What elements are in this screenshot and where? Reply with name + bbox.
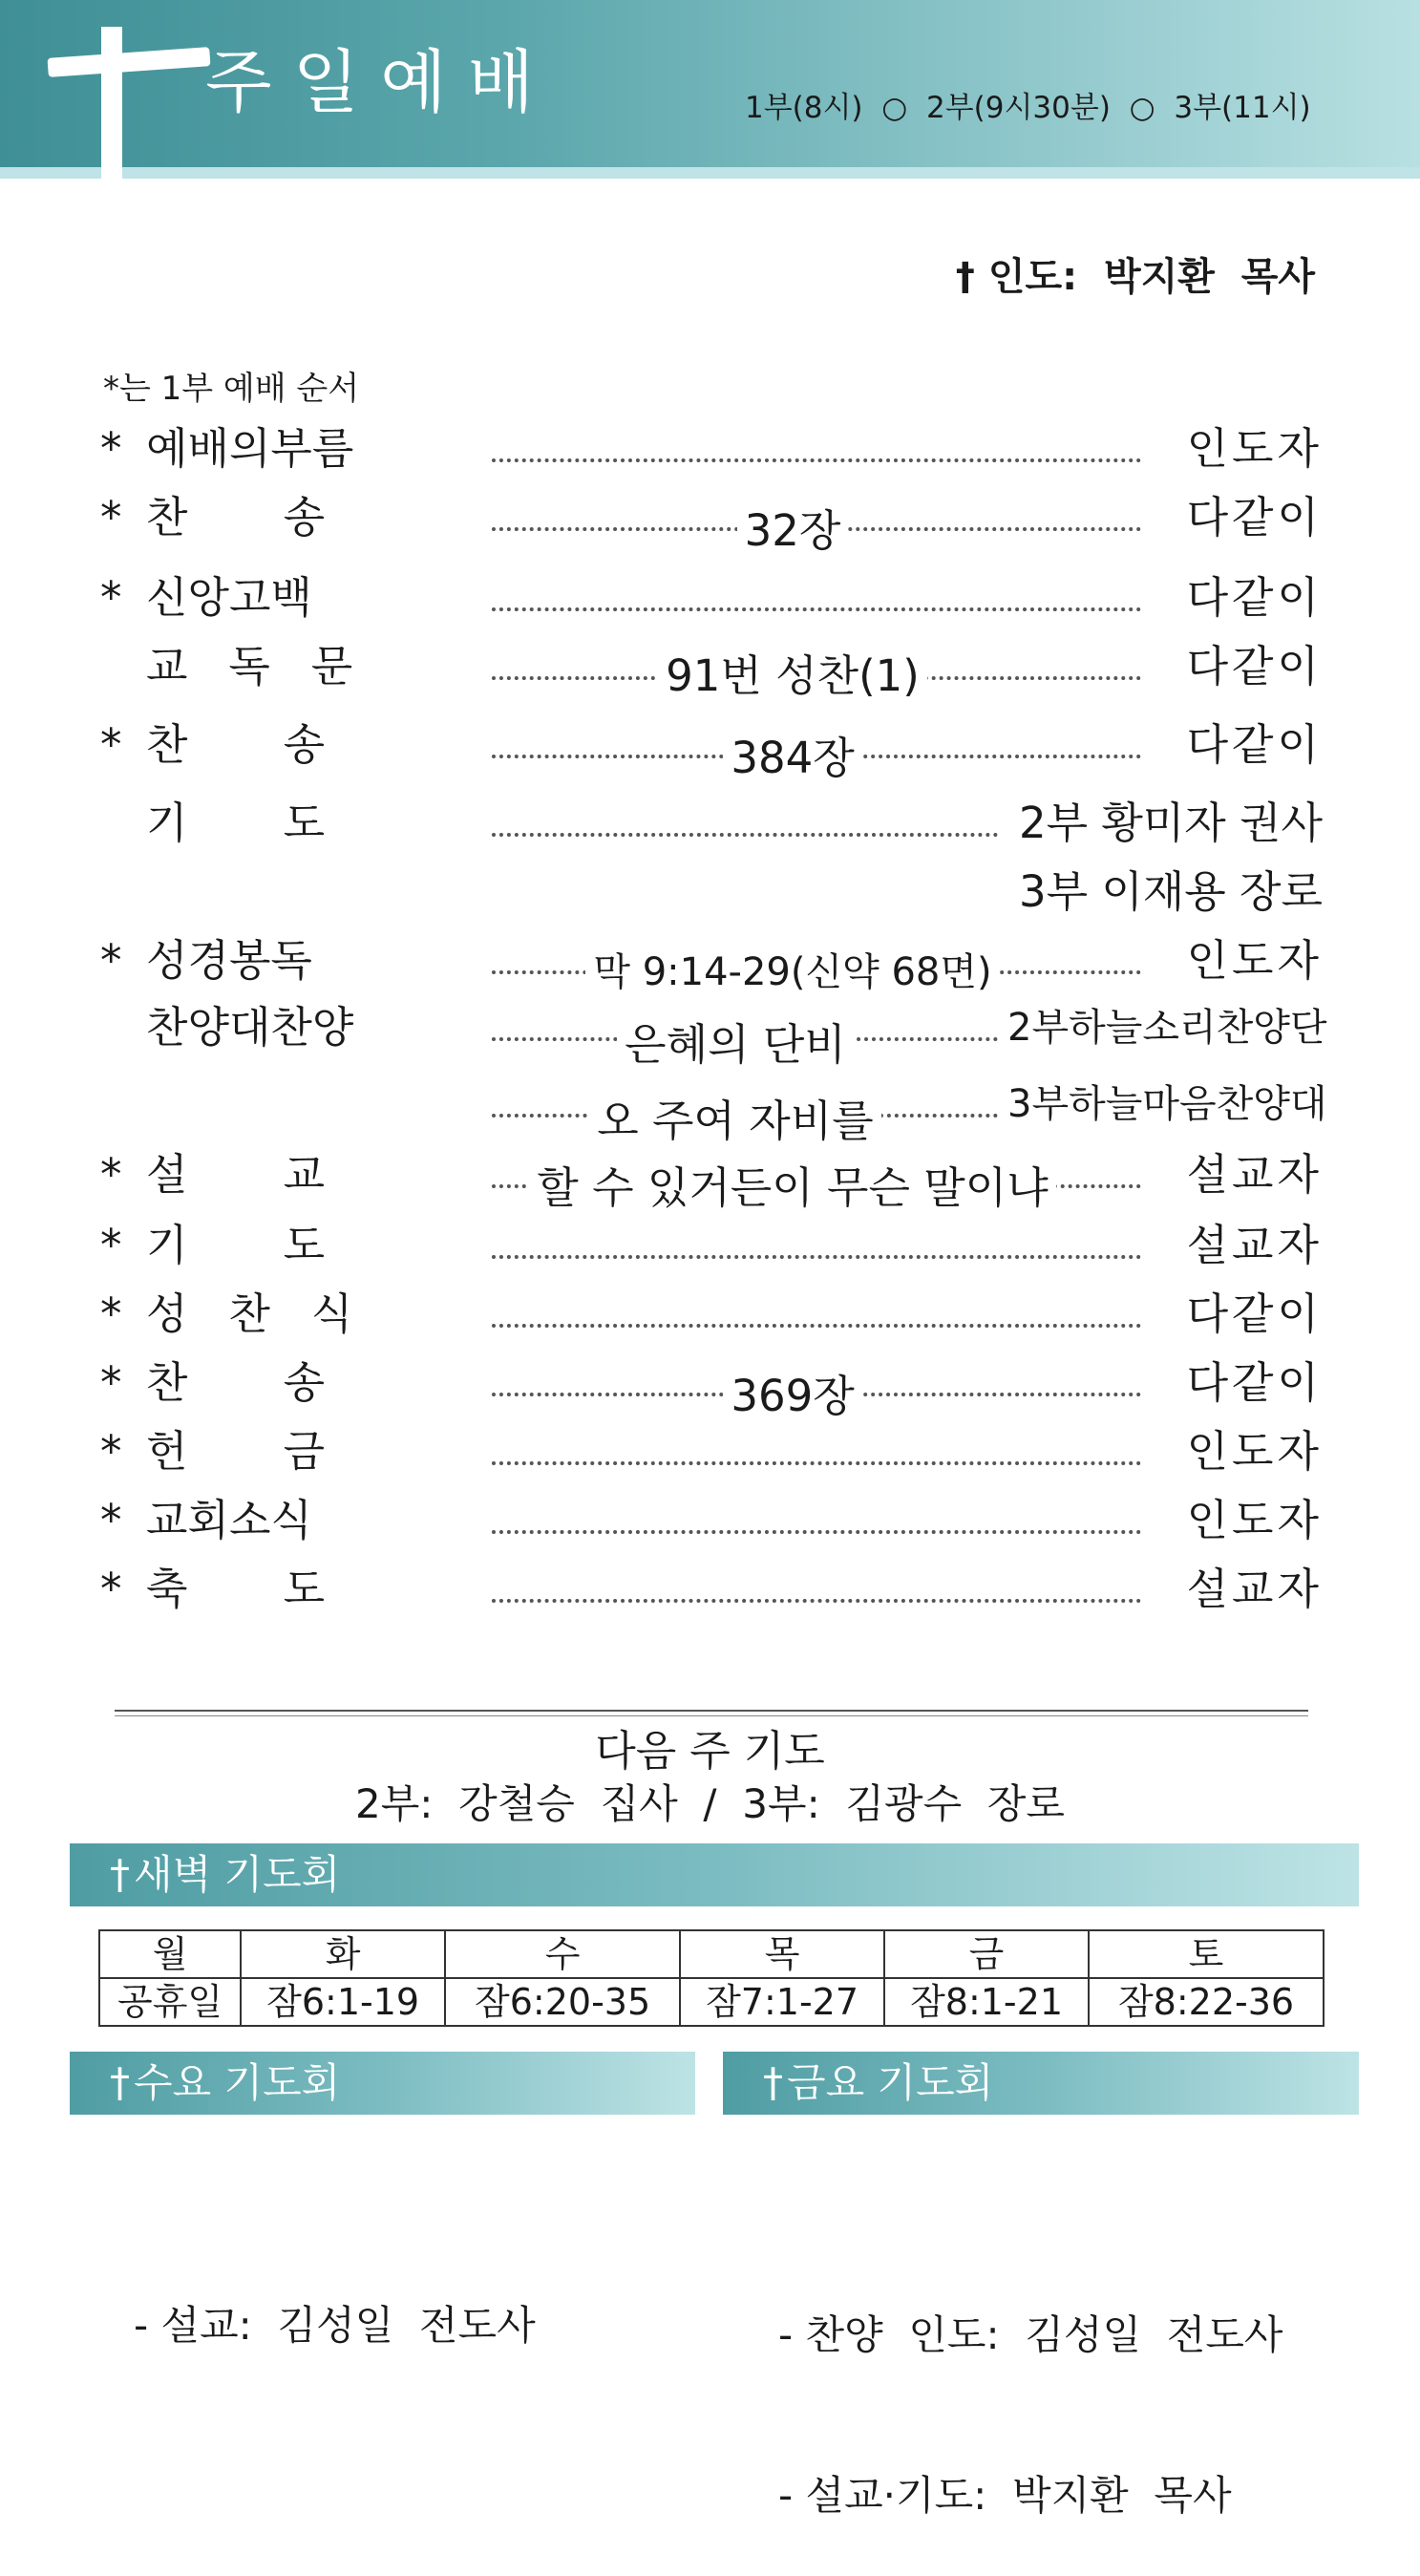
first-service-mark: * <box>100 719 122 770</box>
first-service-mark: * <box>100 1220 122 1270</box>
dot-leader <box>492 607 1141 611</box>
order-note: *는 1부 예배 순서 <box>103 370 360 408</box>
order-item-person: 인도자 <box>1186 935 1323 986</box>
order-item-name: 찬양대찬양 <box>146 1002 354 1053</box>
order-row <box>100 932 1323 994</box>
page-title: 주일예배 <box>205 42 556 122</box>
friday-details <box>778 2202 1282 2576</box>
first-service-mark: * <box>100 1288 122 1339</box>
order-item-person: 다같이 <box>1186 641 1323 692</box>
table-header-cell: 금 <box>884 1930 1089 1978</box>
order-item-name: 교회소식 <box>146 1495 312 1545</box>
dot-leader <box>492 833 998 837</box>
friday-prayer-title: 금요 기도회 <box>787 2059 994 2106</box>
order-item-detail: 369장 <box>463 1368 1122 1425</box>
order-row <box>100 1217 1323 1274</box>
order-item-detail: 32장 <box>463 502 1122 560</box>
order-row <box>100 716 1323 783</box>
worship-leader: † 인도: 박지환 목사 <box>955 255 1315 299</box>
dot-leader <box>492 1255 1141 1259</box>
order-item-name: 성 찬 식 <box>146 1288 353 1339</box>
order-item-detail: 막 9:14-29(신약 68면) <box>463 944 1122 1001</box>
order-item-detail: 91번 성찬(1) <box>463 648 1122 705</box>
table-cell: 잠6:1-19 <box>241 1978 445 2026</box>
detail-line: - 설교·기도: 박지환 목사 <box>778 2472 1232 2519</box>
order-item-name: 성경봉독 <box>146 935 312 986</box>
friday-prayer-header <box>723 2052 1359 2115</box>
order-item-name: 교 독 문 <box>146 641 353 692</box>
table-header-cell: 목 <box>680 1930 884 1978</box>
order-item-detail: 은혜의 단비 <box>463 1016 1007 1074</box>
order-row <box>100 1561 1323 1618</box>
dot-leader <box>492 1599 1141 1603</box>
order-row <box>100 1423 1323 1480</box>
first-service-mark: * <box>100 1426 122 1477</box>
table-row <box>99 1978 1324 2026</box>
cross-icon: † <box>763 2059 783 2106</box>
order-item-person: 2부하늘소리찬양단 <box>1007 1006 1327 1050</box>
wednesday-details <box>134 2225 536 2386</box>
first-service-mark: * <box>100 572 122 623</box>
order-item-name: 헌 금 <box>146 1426 326 1477</box>
dawn-prayer-table <box>98 1929 1325 2027</box>
order-item-person: 3부하늘마음찬양대 <box>1007 1082 1327 1126</box>
order-item-person: 인도자 <box>1186 1495 1323 1545</box>
order-item-person: 3부 이재용 장로 <box>1018 866 1323 917</box>
cross-icon <box>101 27 122 179</box>
order-item-name: 기 도 <box>146 1220 326 1270</box>
order-item-name: 찬 송 <box>146 719 326 770</box>
order-item-person: 인도자 <box>1186 423 1323 474</box>
order-row <box>100 569 1323 627</box>
order-item-name: 설 교 <box>146 1149 326 1200</box>
table-header-cell: 토 <box>1089 1930 1324 1978</box>
order-item-person: 다같이 <box>1186 492 1323 543</box>
order-item-detail: 할 수 있거든이 무슨 말이냐 <box>463 1160 1122 1217</box>
first-service-mark: * <box>100 1495 122 1545</box>
order-item-person: 다같이 <box>1186 719 1323 770</box>
next-week-title: 다음 주 기도 <box>595 1727 825 1776</box>
order-row <box>100 489 1323 556</box>
header-strip <box>0 167 1420 179</box>
order-item-person: 설교자 <box>1186 1564 1323 1614</box>
order-item-name: 신앙고백 <box>146 572 312 623</box>
wednesday-prayer-header <box>70 2052 695 2115</box>
dot-leader <box>492 458 1141 462</box>
order-item-detail: 384장 <box>463 730 1122 787</box>
table-cell: 잠7:1-27 <box>680 1978 884 2026</box>
detail-line: - 설교: 김성일 전도사 <box>134 2302 536 2349</box>
first-service-mark: * <box>100 1149 122 1200</box>
order-row <box>100 420 1323 478</box>
service-times: 1부(8시) ○ 2부(9시30분) ○ 3부(11시) <box>745 91 1311 125</box>
order-row <box>100 1286 1323 1343</box>
order-row <box>100 1075 1327 1146</box>
table-cell: 잠6:20-35 <box>445 1978 680 2026</box>
first-service-mark: * <box>100 423 122 474</box>
wednesday-prayer-title: 수요 기도회 <box>134 2059 341 2106</box>
dot-leader <box>492 1324 1141 1328</box>
order-row <box>100 1354 1323 1421</box>
first-service-mark: * <box>100 935 122 986</box>
order-item-name: 기 도 <box>146 798 326 848</box>
order-item-person: 다같이 <box>1186 1288 1323 1339</box>
order-row <box>100 1146 1323 1213</box>
order-item-name: 예배의부름 <box>146 423 354 474</box>
next-week-names: 2부: 강철승 집사 / 3부: 김광수 장로 <box>355 1780 1065 1827</box>
order-item-name: 찬 송 <box>146 1357 326 1408</box>
order-item-person: 다같이 <box>1186 572 1323 623</box>
first-service-mark: * <box>100 1357 122 1408</box>
order-item-name: 축 도 <box>146 1564 326 1614</box>
order-item-person: 다같이 <box>1186 1357 1323 1408</box>
table-cell: 잠8:1-21 <box>884 1978 1089 2026</box>
order-item-detail: 오 주여 자비를 <box>463 1093 1007 1150</box>
order-item-person: 설교자 <box>1186 1149 1323 1200</box>
cross-icon: † <box>110 2059 130 2106</box>
dawn-prayer-header <box>70 1843 1359 1906</box>
order-row <box>100 638 1323 701</box>
table-cell: 공휴일 <box>99 1978 241 2026</box>
order-item-person: 인도자 <box>1186 1426 1323 1477</box>
table-header-cell: 화 <box>241 1930 445 1978</box>
order-item-name: 찬 송 <box>146 492 326 543</box>
dot-leader <box>492 1530 1141 1534</box>
first-service-mark: * <box>100 1564 122 1614</box>
divider <box>115 1710 1308 1712</box>
table-cell: 잠8:22-36 <box>1089 1978 1324 2026</box>
detail-line: - 찬양 인도: 김성일 전도사 <box>778 2311 1283 2358</box>
order-item-person: 2부 황미자 권사 <box>1018 798 1323 848</box>
dot-leader <box>492 1461 1141 1465</box>
cross-icon: † <box>110 1851 130 1898</box>
dawn-prayer-title: 새벽 기도회 <box>134 1851 341 1898</box>
order-row <box>100 1492 1323 1549</box>
order-row <box>100 795 1323 852</box>
table-row <box>99 1930 1324 1978</box>
order-item-person: 설교자 <box>1186 1220 1323 1270</box>
table-header-cell: 월 <box>99 1930 241 1978</box>
order-row <box>100 863 1323 921</box>
order-row <box>100 999 1327 1070</box>
table-header-cell: 수 <box>445 1930 680 1978</box>
first-service-mark: * <box>100 492 122 543</box>
divider <box>115 1715 1308 1716</box>
